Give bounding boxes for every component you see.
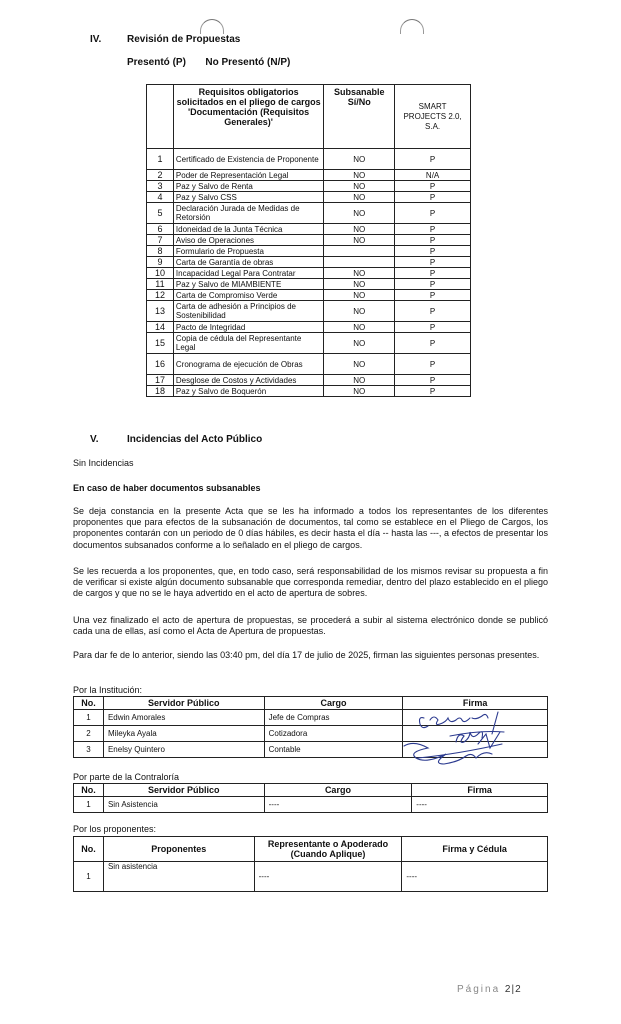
table-row xyxy=(147,322,471,333)
row-subsanable: NO xyxy=(324,322,395,333)
row-status: P xyxy=(395,203,471,224)
table-header-bidder: SMART PROJECTS 2.0, S.A. xyxy=(395,85,471,149)
row-cargo: Cotizadora xyxy=(264,726,403,742)
requirements-table xyxy=(146,84,471,397)
row-requirement: Cronograma de ejecución de Obras xyxy=(173,354,323,375)
row-number: 8 xyxy=(147,246,174,257)
table-row xyxy=(147,246,471,257)
row-number: 15 xyxy=(147,333,174,354)
row-cargo: ---- xyxy=(264,797,412,813)
row-number: 12 xyxy=(147,290,174,301)
table-row xyxy=(147,235,471,246)
row-status: P xyxy=(395,257,471,268)
row-requirement: Paz y Salvo de Renta xyxy=(173,181,323,192)
table-row xyxy=(147,203,471,224)
row-subsanable: NO xyxy=(324,290,395,301)
section-v-numeral: V. xyxy=(90,434,99,445)
row-number: 4 xyxy=(147,192,174,203)
row-number: 5 xyxy=(147,203,174,224)
row-number: 11 xyxy=(147,279,174,290)
footer-page-number: 2|2 xyxy=(504,984,522,995)
row-representante: ---- xyxy=(254,862,402,892)
row-requirement: Idoneidad de la Junta Técnica xyxy=(173,224,323,235)
row-subsanable: NO xyxy=(324,192,395,203)
row-subsanable: NO xyxy=(324,279,395,290)
row-status: P xyxy=(395,386,471,397)
row-requirement: Formulario de Propuesta xyxy=(173,246,323,257)
signature-enelsy xyxy=(404,732,502,764)
row-subsanable: NO xyxy=(324,170,395,181)
row-servidor: Edwin Amorales xyxy=(103,710,264,726)
table-row xyxy=(147,224,471,235)
row-status: P xyxy=(395,235,471,246)
row-status: P xyxy=(395,224,471,235)
row-subsanable: NO xyxy=(324,181,395,192)
proponentes-header-proponentes: Proponentes xyxy=(103,837,254,862)
table-row xyxy=(147,268,471,279)
row-requirement: Carta de Compromiso Verde xyxy=(173,290,323,301)
row-subsanable: NO xyxy=(324,149,395,170)
row-number: 18 xyxy=(147,386,174,397)
row-status: P xyxy=(395,268,471,279)
row-number: 2 xyxy=(74,726,104,742)
paragraph-fe: Para dar fe de lo anterior, siendo las 03:40 pm, del día 17 de julio de 2025, firman las siguientes personas presentes. xyxy=(73,650,540,660)
page-footer xyxy=(457,984,522,995)
row-number: 13 xyxy=(147,301,174,322)
row-subsanable: NO xyxy=(324,203,395,224)
row-subsanable: NO xyxy=(324,354,395,375)
table-row xyxy=(147,257,471,268)
contraloria-header-firma: Firma xyxy=(412,784,548,797)
institucion-header-no: No. xyxy=(74,697,104,710)
row-status: P xyxy=(395,246,471,257)
no-incidents-text: Sin Incidencias xyxy=(73,458,134,468)
row-number: 16 xyxy=(147,354,174,375)
table-row xyxy=(147,181,471,192)
row-subsanable xyxy=(324,246,395,257)
row-cargo: Contable xyxy=(264,742,403,758)
table-header-requirement: Requisitos obligatorios solicitados en el pliego de cargos 'Documentación (Requisitos Generales)' xyxy=(173,85,323,149)
row-servidor: Mileyka Ayala xyxy=(103,726,264,742)
table-header-subsanable: Subsanable Sí/No xyxy=(324,85,395,149)
row-number: 1 xyxy=(147,149,174,170)
handwritten-signatures xyxy=(398,706,518,774)
proponentes-header-firma: Firma y Cédula xyxy=(402,837,548,862)
contraloria-header-cargo: Cargo xyxy=(264,784,412,797)
row-subsanable xyxy=(324,257,395,268)
row-number: 14 xyxy=(147,322,174,333)
section-iv-title: Revisión de Propuestas xyxy=(127,34,241,45)
table-row xyxy=(147,290,471,301)
row-status: P xyxy=(395,322,471,333)
row-requirement: Paz y Salvo CSS xyxy=(173,192,323,203)
section-iv-numeral: IV. xyxy=(90,34,102,45)
row-status: P xyxy=(395,375,471,386)
table-header-number xyxy=(147,85,174,149)
row-requirement: Aviso de Operaciones xyxy=(173,235,323,246)
row-firma: ---- xyxy=(402,862,548,892)
contraloria-signature-table xyxy=(73,783,548,813)
institucion-header-cargo: Cargo xyxy=(264,697,403,710)
row-status: P xyxy=(395,333,471,354)
table-row xyxy=(147,149,471,170)
row-requirement: Certificado de Existencia de Proponente xyxy=(173,149,323,170)
row-number: 1 xyxy=(74,710,104,726)
punch-hole-mark-left xyxy=(200,19,224,34)
row-number: 2 xyxy=(147,170,174,181)
row-status: P xyxy=(395,181,471,192)
row-status: N/A xyxy=(395,170,471,181)
row-subsanable: NO xyxy=(324,375,395,386)
institucion-label: Por la Institución: xyxy=(73,685,143,695)
row-status: P xyxy=(395,279,471,290)
institucion-header-servidor: Servidor Público xyxy=(103,697,264,710)
table-row xyxy=(74,797,548,813)
row-requirement: Paz y Salvo de Boquerón xyxy=(173,386,323,397)
table-row xyxy=(147,333,471,354)
row-requirement: Carta de adhesión a Principios de Sostenibilidad xyxy=(173,301,323,322)
row-status: P xyxy=(395,149,471,170)
proponentes-signature-table xyxy=(73,836,548,892)
table-row xyxy=(147,192,471,203)
row-cargo: Jefe de Compras xyxy=(264,710,403,726)
subsanables-heading: En caso de haber documentos subsanables xyxy=(73,483,261,493)
table-row xyxy=(147,279,471,290)
contraloria-label: Por parte de la Contraloría xyxy=(73,772,180,782)
row-requirement: Incapacidad Legal Para Contratar xyxy=(173,268,323,279)
row-proponente: Sin asistencia xyxy=(103,862,254,892)
paragraph-publicacion: Una vez finalizado el acto de apertura de propuestas, se procederá a subir al sistema electrónico donde se publicó cada una de ellas, así como el Acta de Apertura de propuestas. xyxy=(73,615,548,637)
row-servidor: Enelsy Quintero xyxy=(103,742,264,758)
table-row xyxy=(147,170,471,181)
row-number: 1 xyxy=(74,797,104,813)
row-requirement: Copia de cédula del Representante Legal xyxy=(173,333,323,354)
proponentes-header-no: No. xyxy=(74,837,104,862)
row-number: 1 xyxy=(74,862,104,892)
table-row xyxy=(147,301,471,322)
row-subsanable: NO xyxy=(324,386,395,397)
row-number: 3 xyxy=(74,742,104,758)
punch-hole-mark-right xyxy=(400,19,424,34)
paragraph-subsanacion: Se deja constancia en la presente Acta que se les ha informado a todos los representantes de los diferentes proponentes que para efectos de la subsanación de documentos, tal como se establece en el Pliego de Cargos, los proponentes contarán con un periodo de 0 días hábiles, es decir hasta el día -- hasta las ---, a efectos de presentar los documentos subsanados conforme a lo señalado en el pliego de cargos. xyxy=(73,506,548,550)
table-row xyxy=(147,386,471,397)
row-requirement: Pacto de Integridad xyxy=(173,322,323,333)
signature-edwin xyxy=(420,712,499,734)
row-status: P xyxy=(395,354,471,375)
row-subsanable: NO xyxy=(324,268,395,279)
row-number: 6 xyxy=(147,224,174,235)
row-requirement: Paz y Salvo de MIAMBIENTE xyxy=(173,279,323,290)
row-status: P xyxy=(395,301,471,322)
row-servidor: Sin Asistencia xyxy=(103,797,264,813)
requirements-table-body xyxy=(147,149,471,397)
row-number: 10 xyxy=(147,268,174,279)
contraloria-header-no: No. xyxy=(74,784,104,797)
institucion-header-firma: Firma xyxy=(403,697,548,710)
row-requirement: Desglose de Costos y Actividades xyxy=(173,375,323,386)
row-status: P xyxy=(395,192,471,203)
row-firma: ---- xyxy=(412,797,548,813)
row-requirement: Carta de Garantía de obras xyxy=(173,257,323,268)
row-status: P xyxy=(395,290,471,301)
row-number: 9 xyxy=(147,257,174,268)
row-number: 7 xyxy=(147,235,174,246)
contraloria-header-servidor: Servidor Público xyxy=(103,784,264,797)
presence-legend: Presentó (P) No Presentó (N/P) xyxy=(127,57,291,68)
paragraph-recordatorio: Se les recuerda a los proponentes, que, en todo caso, será responsabilidad de los mismos revisar su propuesta a fin de verificar si existe algún documento subsanable que corresponda remediar, dentro del plazo establecido en el pliego de cargos y que no se le haya advertido en el acto de apertura de sobres. xyxy=(73,566,548,599)
proponentes-header-representante: Representante o Apoderado (Cuando Aplique) xyxy=(254,837,402,862)
row-requirement: Declaración Jurada de Medidas de Retorsión xyxy=(173,203,323,224)
row-subsanable: NO xyxy=(324,301,395,322)
footer-page-word: Página xyxy=(457,984,501,995)
table-row xyxy=(74,862,548,892)
row-number: 17 xyxy=(147,375,174,386)
row-number: 3 xyxy=(147,181,174,192)
table-row xyxy=(147,354,471,375)
table-row xyxy=(147,375,471,386)
row-subsanable: NO xyxy=(324,333,395,354)
row-subsanable: NO xyxy=(324,224,395,235)
row-requirement: Poder de Representación Legal xyxy=(173,170,323,181)
section-v-title: Incidencias del Acto Público xyxy=(127,434,263,445)
proponentes-label: Por los proponentes: xyxy=(73,824,157,834)
row-subsanable: NO xyxy=(324,235,395,246)
signature-mileyka xyxy=(450,732,504,743)
